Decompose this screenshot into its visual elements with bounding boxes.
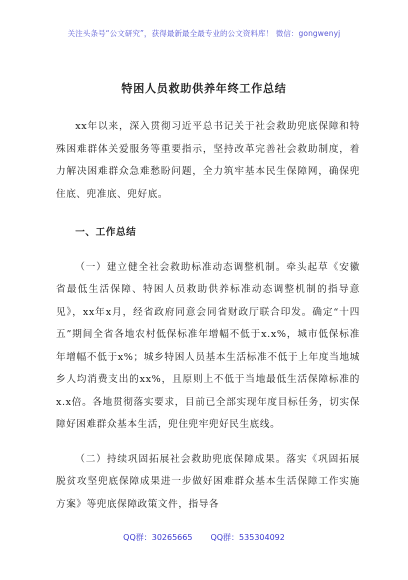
paragraph-consolidate-results: （二）持续巩固拓展社会救助兜底保障成果。落实《巩固拓展脱贫攻坚兜底保障成果进一步做好困难群众基本生活保障工作实施方案》等兜底保障政策文件，指导各	[56, 453, 360, 510]
document-body	[56, 116, 360, 516]
qq-group-contact: QQ群：535304092	[210, 533, 285, 542]
paragraph-standards-mechanism: （一）建立健全社会救助标准动态调整机制。牵头起草《安徽省最低生活保障、特困人员救助供养标准动态调整机制的指导意见》，xx年x月，经省政府同意会同省财政厅联合印发。确定“十四五”期间全省各地农村低保标准年增幅不低于x.x%，城市低保标准年增幅不低于x%；城乡特困人员基本生活标准不低于上年度当地城乡人均消费支出的xx%，且原则上不低于当地最低生活保障标准的x.x倍。各地贯彻落实要求，目前已全部实现年度目标任务，切实保障好困难群众基本生活，兜住兜牢兜好民生底线。	[56, 261, 360, 430]
intro-paragraph: xx年以来，深入贯彻习近平总书记关于社会救助兜底保障和特殊困难群体关爱服务等重要指示，坚持改革完善社会救助制度，着力解决困难群众急难愁盼问题，全力筑牢基本民生保障网，确保兜住底、兜准底、兜好底。	[56, 121, 360, 200]
section-heading: 一、工作总结	[75, 227, 137, 238]
promo-banner: 关注头条号“公文研究”，获得最新最全最专业的公文资料库！ 微信：gongwenyj	[67, 29, 341, 38]
qq-group-contact: QQ群：30265665	[123, 533, 193, 542]
document-title: 特困人员救助供养年终工作总结	[121, 82, 287, 95]
footer-contacts	[0, 532, 408, 543]
